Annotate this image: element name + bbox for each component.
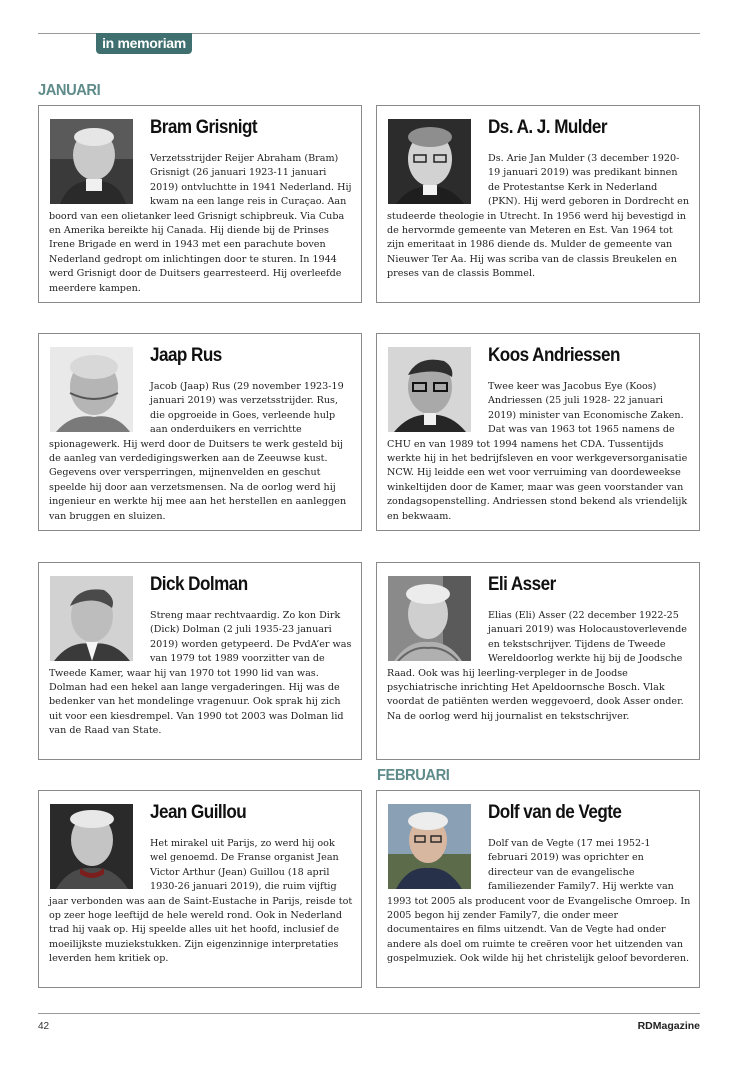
page-number: 42 xyxy=(38,1021,50,1032)
bottom-rule xyxy=(38,1013,700,1014)
memoriam-card-grisnigt xyxy=(38,105,362,303)
month-heading-januari: JANUARI xyxy=(38,82,101,99)
obituary-text: Het mirakel uit Parijs, zo werd hij ook wel genoemd. De Franse organist Jean Victor Arthur (Jean) Guillou (18 april 1930-26 januari 2019), die ruim vijftig jaar verbonden was aan de Saint-Eustache in Parijs, reisde tot op zeer hoge leeftijd de hele wereld rond. Ook in Nederland trad hij vaak op. Hij speelde alles uit het hoofd, inclusief de moeilijkste muziekstukken. Zijn eigenzinnige interpretaties leverden hem kritiek op. xyxy=(49,838,353,965)
obituary-text: Jacob (Jaap) Rus (29 november 1923-19 januari 2019) was verzetsstrijder. Rus, die opgroeide in Goes, verleende hulp aan onderduikers en verrichtte spionagewerk. Hij werd door de Duitsers te werk gesteld bij de aanleg van verdedigingswerken aan de Zeeuwse kust. Gegevens over versperringen, mijnenvelden en geschut speelde hij door aan verzetsmensen. Na de oorlog werd hij ingenieur en werkte hij mee aan het herstellen en aanleggen van bruggen en sluizen. xyxy=(49,381,347,522)
person-name: Jaap Rus xyxy=(150,345,222,366)
obituary-text: Streng maar rechtvaardig. Zo kon Dirk (Dick) Dolman (2 juli 1935-23 januari 2019) worden getypeerd. De PvdA’er was van 1979 tot 1989 voorzitter van de Tweede Kamer, waar hij van 1970 tot 1990 lid van was. Dolman had een hekel aan lange vergaderingen. Hij was de bedenker van het mondelinge vragenuur. Ook sprak hij zich uit voor een kiesdrempel. Van 1990 tot 2003 was Dolman lid van de Raad van State. xyxy=(49,610,352,737)
memoriam-card-asser xyxy=(376,562,700,760)
section-tag: in memoriam xyxy=(96,33,192,54)
month-heading-februari: FEBRUARI xyxy=(377,767,450,784)
memoriam-card-rus xyxy=(38,333,362,531)
obituary-text: Elias (Eli) Asser (22 december 1922-25 januari 2019) was Holocaustoverlevende en tekstschrijver. Tijdens de Tweede Wereldoorlog werkte hij bij de Joodsche Raad. Ook was hij leerling-verpleger in de Joodse psychiatrische inrichting Het Apeldoornsche Bosch. Vlak voordat de patiënten werden weggevoerd, dook Asser onder. Na de oorlog werd hij journalist en tekstschrijver. xyxy=(387,610,687,722)
obituary-text: Twee keer was Jacobus Eye (Koos) Andriessen (25 juli 1928- 22 januari 2019) minister van Economische Zaken. Dat was van 1963 tot 1965 namens de CHU en van 1989 tot 1994 namens het CDA. Tussentijds werkte hij in het bedrijfsleven en voor werkgeversorganisatie NCW. Hij leidde een wet voor verruiming van doordeweekse winkeltijden door de Kamer, maar was geen voorstander van zondagsopenstelling. Andriessen stond bekend als vriendelijk en bekwaam. xyxy=(387,381,688,522)
obituary-text: Ds. Arie Jan Mulder (3 december 1920-19 januari 2019) was predikant binnen de Protestantse Kerk in Nederland (PKN). Hij werd geboren in Dordrecht en studeerde theologie in Utrecht. In 1956 werd hij bevestigd in de hervormde gemeente van Meteren en Est. Van 1964 tot zijn emeritaat in 1986 diende ds. Mulder de gemeente van Nieuwer Ter Aa. Hij was scriba van de classis Breukelen en preses van de classis Bommel. xyxy=(387,153,690,280)
memoriam-card-mulder xyxy=(376,105,700,303)
person-name: Jean Guillou xyxy=(150,802,247,823)
memoriam-card-dolman xyxy=(38,562,362,760)
person-name: Eli Asser xyxy=(488,574,556,595)
obituary-text: Verzetsstrijder Reijer Abraham (Bram) Grisnigt (26 januari 1923-11 januari 2019) ontvluchtte in 1941 Nederland. Hij kwam na een lange reis in Curaçao. Aan boord van een olietanker leed Grisnigt schipbreuk. Via Cuba en Amerika bereikte hij Canada. Hij diende bij de Prinses Irene Brigade en werd in 1943 met een parachute boven Nederland gedropt om inlichtingen door te sturen. In 1944 werd Grisnigt door de Duitsers gearresteerd. Hij overleefde meerdere kampen. xyxy=(49,153,352,294)
obituary-text: Dolf van de Vegte (17 mei 1952-1 februari 2019) was oprichter en directeur van de evangelische familiezender Family7. Hij werkte van 1993 tot 2005 als producent voor de Evangelische Omroep. In 2005 begon hij zender Family7, die onder meer documentaires en films uitzendt. Van de Vegte had onder andere als doel om ruimte te creëren voor het uitzenden van gospelmuziek. Ook wilde hij het christelijk geloof bevorderen. xyxy=(387,838,691,965)
person-name: Koos Andriessen xyxy=(488,345,620,366)
memoriam-card-van-de-vegte xyxy=(376,790,700,988)
memoriam-card-guillou xyxy=(38,790,362,988)
person-name: Dick Dolman xyxy=(150,574,248,595)
person-name: Dolf van de Vegte xyxy=(488,802,622,823)
memoriam-card-andriessen xyxy=(376,333,700,531)
person-name: Ds. A. J. Mulder xyxy=(488,117,608,138)
magazine-name: RDMagazine xyxy=(637,1020,700,1032)
person-name: Bram Grisnigt xyxy=(150,117,258,138)
